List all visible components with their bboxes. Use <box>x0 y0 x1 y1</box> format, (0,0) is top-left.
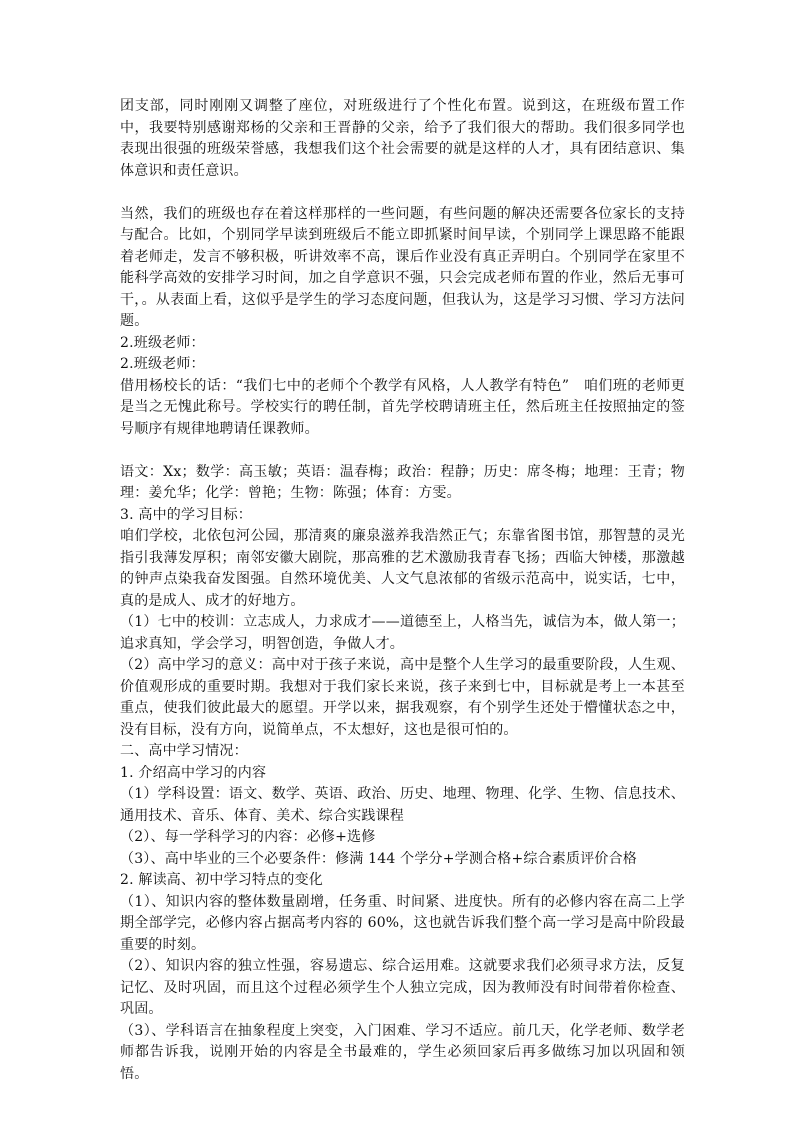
paragraph-change-1: （1）、知识内容的整体数量剧增，任务重、时间紧、进度快。所有的必修内容在高二上学期全部学完，必修内容占据高考内容的 60%，这也就告诉我们整个高一学习是高中阶段最重要的时刻。 <box>120 893 685 953</box>
paragraph-teachers-intro: 借用杨校长的话：“我们七中的老师个个教学有风格，人人教学有特色” 咱们班的老师更是当之无愧此称号。学校实行的聘任制，首先学校聘请班主任，然后班主任按照抽定的签号顺序有规律地聘请任课教师。 <box>120 377 685 437</box>
paragraph-gap <box>120 182 685 204</box>
paragraph-gap <box>120 440 685 462</box>
paragraph-subject-content: （2）、每一学科学习的内容：必修+选修 <box>120 829 376 845</box>
paragraph-teacher-list: 语文：Xx；数学：高玉敏；英语：温春梅；政治：程静；历史：席冬梅；地理：王青；物理：姜允华；化学：曾艳；生物：陈强；体育：方雯。 <box>120 463 685 501</box>
paragraph-subjects: （1）学科设置：语文、数学、英语、政治、历史、地理、物理、化学、生物、信息技术、通用技术、音乐、体育、美术、综合实践课程 <box>120 786 685 824</box>
paragraph-change-2: （2）、知识内容的独立性强，容易遗忘、综合运用难。这就要求我们必须寻求方法，反复记忆、及时巩固，而且这个过程必须学生个人独立完成，因为教师没有时间带着你检查、巩固。 <box>120 958 685 1017</box>
document-page <box>120 96 685 1085</box>
paragraph-change-3: （3）、学科语言在抽象程度上突变，入门困难、学习不适应。前几天，化学老师、数学老师都告诉我，说刚开始的内容是全书最难的，学生必须回家后再多做练习加以巩固和领悟。 <box>120 1022 685 1082</box>
subheading-study-changes: 2. 解读高、初中学习特点的变化 <box>120 872 324 888</box>
subheading-study-content: 1. 介绍高中学习的内容 <box>120 764 267 781</box>
section-heading-study-situation: 二、高中学习情况： <box>120 743 248 759</box>
section-heading-teachers-repeat: 2.班级老师： <box>120 356 205 372</box>
section-heading-goals: 3. 高中的学习目标： <box>120 506 253 523</box>
paragraph-class-decoration: 团支部，同时刚刚又调整了座位，对班级进行了个性化布置。说到这，在班级布置工作中，我要特别感谢郑杨的父亲和王晋静的父亲，给予了我们很大的帮助。我们很多同学也表现出很强的班级荣誉感，我想我们这个社会需要的就是这样的人才，具有团结意识、集体意识和责任意识。 <box>120 98 685 179</box>
paragraph-graduation-conditions: （3）、高中毕业的三个必要条件：修满 144 个学分+学测合格+综合素质评价合格 <box>120 850 637 867</box>
section-heading-teachers: 2.班级老师： <box>120 334 205 351</box>
paragraph-class-problems: 当然，我们的班级也存在着这样那样的一些问题，有些问题的解决还需要各位家长的支持与配合。比如，个别同学早读到班级后不能立即抓紧时间早读，个别同学上课思路不能跟着老师走，发言不够积极，听讲效率不高，课后作业没有真正弄明白。个别同学在家里不能科学高效的安排学习时间，加之自学意识不强，只会完成老师布置的作业，然后无事可干，。从表面上看，这似乎是学生的学习态度问题，但我认为，这是学习习惯、学习方法问题。 <box>120 205 685 329</box>
paragraph-school-motto: （1）七中的校训：立志成人，力求成才——道德至上，人格当先，诚信为本，做人第一；追求真知，学会学习，明智创造，争做人才。 <box>120 614 685 652</box>
paragraph-significance: （2）高中学习的意义：高中对于孩子来说，高中是整个人生学习的最重要阶段，人生观、价值观形成的重要时期。我想对于我们家长来说，孩子来到七中，目标就是考上一本甚至重点，使我们彼此最大的愿望。开学以来，据我观察，有个别学生还处于懵懂状态之中，没有目标，没有方向，说简单点，不太想好，这也是很可怕的。 <box>120 657 685 738</box>
paragraph-school-description: 咱们学校，北依包河公园，那清爽的廉泉滋养我浩然正气；东靠省图书馆，那智慧的灵光指引我薄发厚积；南邻安徽大剧院，那高雅的艺术激励我青春飞扬；西临大钟楼，那激越的钟声点染我奋发图强。自然环境优美、人文气息浓郁的省级示范高中，说实话，七中，真的是成人、成才的好地方。 <box>120 528 685 609</box>
